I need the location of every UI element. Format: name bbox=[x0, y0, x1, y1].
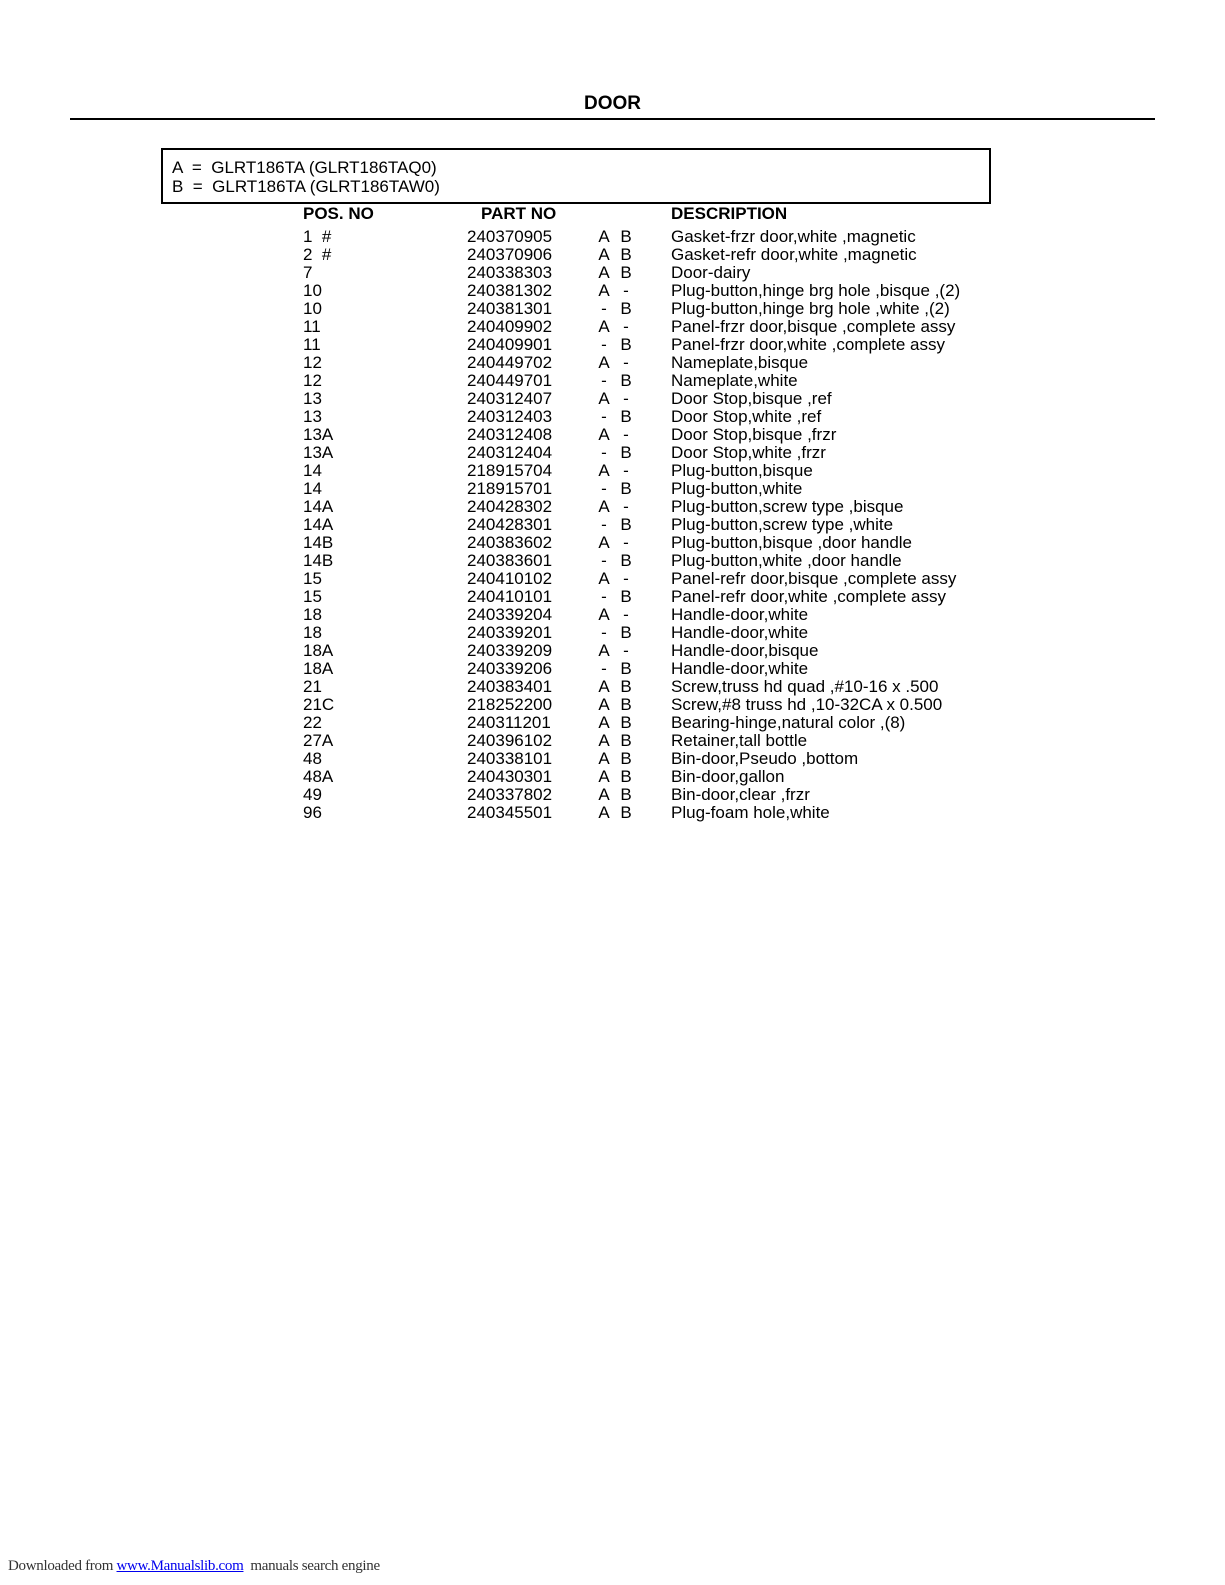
model-b-flag: B bbox=[620, 443, 632, 462]
model-b-flag: B bbox=[620, 515, 632, 534]
model-b-flag: - bbox=[623, 425, 629, 444]
part-number: 240312404 bbox=[467, 443, 553, 462]
model-a-flag: A bbox=[598, 767, 610, 786]
parts-list bbox=[0, 228, 1225, 822]
part-pos-no: 15 bbox=[303, 587, 322, 606]
part-description: Panel-refr door,white ,complete assy bbox=[671, 587, 946, 606]
part-description: Handle-door,white bbox=[671, 659, 809, 678]
model-a-flag: A bbox=[598, 281, 610, 300]
footer bbox=[8, 1557, 380, 1575]
model-a-flag: - bbox=[601, 407, 607, 426]
model-b-flag: B bbox=[620, 785, 632, 804]
part-row bbox=[0, 786, 1225, 804]
model-b-flag: B bbox=[620, 695, 632, 714]
model-b-flag: B bbox=[620, 371, 632, 390]
part-number: 218915704 bbox=[467, 461, 553, 480]
part-number: 240449701 bbox=[467, 371, 553, 390]
model-a-flag: - bbox=[601, 515, 607, 534]
model-a-flag: A bbox=[598, 713, 610, 732]
part-number: 240370906 bbox=[467, 245, 553, 264]
part-number: 240312403 bbox=[467, 407, 553, 426]
model-a-flag: A bbox=[598, 245, 610, 264]
part-description: Plug-foam hole,white bbox=[671, 803, 830, 822]
legend-line-a: A = GLRT186TA (GLRT186TAQ0) bbox=[172, 158, 437, 177]
part-row bbox=[0, 624, 1225, 642]
part-number: 240428301 bbox=[467, 515, 553, 534]
model-b-flag: - bbox=[623, 605, 629, 624]
model-b-flag: - bbox=[623, 569, 629, 588]
part-description: Plug-button,screw type ,bisque bbox=[671, 497, 904, 516]
part-number: 240381302 bbox=[467, 281, 553, 300]
part-row bbox=[0, 426, 1225, 444]
part-number: 240428302 bbox=[467, 497, 553, 516]
model-b-flag: B bbox=[620, 713, 632, 732]
model-a-flag: - bbox=[601, 443, 607, 462]
model-b-flag: B bbox=[620, 659, 632, 678]
part-description: Plug-button,bisque ,door handle bbox=[671, 533, 913, 552]
legend-line-b: B = GLRT186TA (GLRT186TAW0) bbox=[172, 177, 440, 196]
part-description: Door Stop,bisque ,frzr bbox=[671, 425, 837, 444]
model-b-flag: B bbox=[620, 749, 632, 768]
part-description: Screw,#8 truss hd ,10-32CA x 0.500 bbox=[671, 695, 943, 714]
part-description: Nameplate,white bbox=[671, 371, 798, 390]
part-pos-no: 14A bbox=[303, 497, 334, 516]
part-number: 240410101 bbox=[467, 587, 553, 606]
model-b-flag: B bbox=[620, 407, 632, 426]
part-pos-no: 10 bbox=[303, 281, 322, 300]
model-b-flag: B bbox=[620, 731, 632, 750]
part-number: 240430301 bbox=[467, 767, 553, 786]
part-row bbox=[0, 642, 1225, 660]
model-b-flag: B bbox=[620, 623, 632, 642]
model-b-flag: B bbox=[620, 479, 632, 498]
model-a-flag: A bbox=[598, 227, 610, 246]
part-number: 240410102 bbox=[467, 569, 553, 588]
model-a-flag: A bbox=[598, 569, 610, 588]
part-description: Panel-frzr door,white ,complete assy bbox=[671, 335, 946, 354]
part-row bbox=[0, 588, 1225, 606]
part-description: Door Stop,white ,frzr bbox=[671, 443, 826, 462]
part-number: 240396102 bbox=[467, 731, 553, 750]
part-pos-no: 21 bbox=[303, 677, 322, 696]
model-legend-box bbox=[161, 148, 991, 204]
manualslib-link[interactable]: www.Manualslib.com bbox=[116, 1558, 244, 1574]
part-description: Plug-button,bisque bbox=[671, 461, 813, 480]
model-a-flag: A bbox=[598, 785, 610, 804]
part-row bbox=[0, 516, 1225, 534]
model-a-flag: A bbox=[598, 803, 610, 822]
model-b-flag: - bbox=[623, 317, 629, 336]
model-b-flag: - bbox=[623, 533, 629, 552]
model-a-flag: - bbox=[601, 623, 607, 642]
part-pos-no: 21C bbox=[303, 695, 335, 714]
model-a-flag: A bbox=[598, 533, 610, 552]
part-pos-no: 14 bbox=[303, 479, 322, 498]
model-b-flag: - bbox=[623, 461, 629, 480]
model-b-flag: - bbox=[623, 281, 629, 300]
part-row bbox=[0, 552, 1225, 570]
part-row bbox=[0, 246, 1225, 264]
part-number: 240339209 bbox=[467, 641, 553, 660]
model-a-flag: A bbox=[598, 497, 610, 516]
part-description: Plug-button,hinge brg hole ,white ,(2) bbox=[671, 299, 950, 318]
model-b-flag: B bbox=[620, 335, 632, 354]
part-number: 240383401 bbox=[467, 677, 553, 696]
part-row bbox=[0, 678, 1225, 696]
model-a-flag: A bbox=[598, 317, 610, 336]
model-a-flag: - bbox=[601, 479, 607, 498]
part-description: Bearing-hinge,natural color ,(8) bbox=[671, 713, 906, 732]
part-pos-no: 14A bbox=[303, 515, 334, 534]
part-pos-no: 49 bbox=[303, 785, 322, 804]
part-row bbox=[0, 498, 1225, 516]
part-row bbox=[0, 462, 1225, 480]
part-description: Door Stop,bisque ,ref bbox=[671, 389, 832, 408]
part-number: 240312407 bbox=[467, 389, 553, 408]
part-pos-no: 12 bbox=[303, 371, 322, 390]
model-b-flag: - bbox=[623, 389, 629, 408]
part-number: 218252200 bbox=[467, 695, 553, 714]
part-number: 240311201 bbox=[467, 713, 551, 732]
page-title: DOOR bbox=[584, 93, 641, 114]
part-number: 240339206 bbox=[467, 659, 553, 678]
model-a-flag: A bbox=[598, 605, 610, 624]
part-pos-no: 12 bbox=[303, 353, 322, 372]
part-description: Gasket-refr door,white ,magnetic bbox=[671, 245, 917, 264]
part-pos-no: 18A bbox=[303, 641, 334, 660]
part-description: Bin-door,Pseudo ,bottom bbox=[671, 749, 859, 768]
part-row bbox=[0, 228, 1225, 246]
part-row bbox=[0, 804, 1225, 822]
model-a-flag: A bbox=[598, 677, 610, 696]
model-b-flag: B bbox=[620, 263, 632, 282]
part-number: 240337802 bbox=[467, 785, 553, 804]
model-a-flag: - bbox=[601, 551, 607, 570]
footer-suffix: manuals search engine bbox=[243, 1558, 380, 1574]
model-a-flag: - bbox=[601, 659, 607, 678]
part-description: Gasket-frzr door,white ,magnetic bbox=[671, 227, 916, 246]
part-pos-no: 15 bbox=[303, 569, 322, 588]
footer-prefix: Downloaded from bbox=[8, 1558, 117, 1574]
part-description: Screw,truss hd quad ,#10-16 x .500 bbox=[671, 677, 939, 696]
header-description: DESCRIPTION bbox=[671, 204, 788, 223]
part-row bbox=[0, 264, 1225, 282]
model-a-flag: A bbox=[598, 731, 610, 750]
part-pos-no: 48A bbox=[303, 767, 334, 786]
part-description: Plug-button,white ,door handle bbox=[671, 551, 902, 570]
part-pos-no: 14B bbox=[303, 533, 334, 552]
part-pos-no: 13A bbox=[303, 443, 334, 462]
part-description: Nameplate,bisque bbox=[671, 353, 809, 372]
part-row bbox=[0, 768, 1225, 786]
part-pos-no: 11 bbox=[303, 317, 321, 336]
part-row bbox=[0, 408, 1225, 426]
part-description: Plug-button,hinge brg hole ,bisque ,(2) bbox=[671, 281, 961, 300]
model-a-flag: A bbox=[598, 461, 610, 480]
model-b-flag: B bbox=[620, 551, 632, 570]
model-a-flag: A bbox=[598, 695, 610, 714]
header-part-no: PART NO bbox=[481, 204, 557, 223]
part-pos-no: 13 bbox=[303, 389, 322, 408]
part-row bbox=[0, 732, 1225, 750]
part-pos-no: 96 bbox=[303, 803, 322, 822]
part-row bbox=[0, 300, 1225, 318]
part-pos-no: 13 bbox=[303, 407, 322, 426]
model-b-flag: B bbox=[620, 767, 632, 786]
part-number: 240381301 bbox=[467, 299, 553, 318]
part-row bbox=[0, 336, 1225, 354]
part-number: 240345501 bbox=[467, 803, 553, 822]
part-description: Handle-door,white bbox=[671, 605, 809, 624]
part-description: Retainer,tall bottle bbox=[671, 731, 808, 750]
part-row bbox=[0, 570, 1225, 588]
model-b-flag: - bbox=[623, 497, 629, 516]
model-b-flag: - bbox=[623, 353, 629, 372]
part-number: 240338101 bbox=[467, 749, 553, 768]
model-a-flag: A bbox=[598, 749, 610, 768]
model-a-flag: - bbox=[601, 335, 607, 354]
model-a-flag: A bbox=[598, 425, 610, 444]
part-description: Bin-door,gallon bbox=[671, 767, 785, 786]
part-number: 240339201 bbox=[467, 623, 553, 642]
part-pos-no: 2 # bbox=[303, 245, 332, 264]
header-pos-no: POS. NO bbox=[303, 204, 374, 223]
part-row bbox=[0, 282, 1225, 300]
model-a-flag: A bbox=[598, 389, 610, 408]
part-pos-no: 13A bbox=[303, 425, 334, 444]
part-row bbox=[0, 390, 1225, 408]
part-number: 240339204 bbox=[467, 605, 553, 624]
model-b-flag: B bbox=[620, 299, 632, 318]
part-number: 240338303 bbox=[467, 263, 553, 282]
part-row bbox=[0, 318, 1225, 336]
part-row bbox=[0, 444, 1225, 462]
part-number: 240409901 bbox=[467, 335, 553, 354]
part-pos-no: 14 bbox=[303, 461, 322, 480]
part-number: 240449702 bbox=[467, 353, 553, 372]
part-number: 218915701 bbox=[467, 479, 553, 498]
part-pos-no: 11 bbox=[303, 335, 321, 354]
part-number: 240312408 bbox=[467, 425, 553, 444]
part-number: 240383602 bbox=[467, 533, 553, 552]
model-a-flag: A bbox=[598, 263, 610, 282]
part-pos-no: 14B bbox=[303, 551, 334, 570]
part-row bbox=[0, 354, 1225, 372]
part-pos-no: 27A bbox=[303, 731, 334, 750]
part-pos-no: 48 bbox=[303, 749, 322, 768]
model-b-flag: B bbox=[620, 803, 632, 822]
part-pos-no: 18 bbox=[303, 623, 322, 642]
part-row bbox=[0, 534, 1225, 552]
part-pos-no: 10 bbox=[303, 299, 322, 318]
part-row bbox=[0, 696, 1225, 714]
part-row bbox=[0, 480, 1225, 498]
part-pos-no: 7 bbox=[303, 263, 313, 282]
part-description: Panel-frzr door,bisque ,complete assy bbox=[671, 317, 956, 336]
part-row bbox=[0, 372, 1225, 390]
part-description: Handle-door,white bbox=[671, 623, 809, 642]
part-description: Handle-door,bisque bbox=[671, 641, 819, 660]
model-a-flag: - bbox=[601, 371, 607, 390]
model-b-flag: B bbox=[620, 677, 632, 696]
part-description: Panel-refr door,bisque ,complete assy bbox=[671, 569, 957, 588]
part-row bbox=[0, 714, 1225, 732]
part-pos-no: 22 bbox=[303, 713, 322, 732]
part-description: Plug-button,white bbox=[671, 479, 803, 498]
model-b-flag: - bbox=[623, 641, 629, 660]
title-divider bbox=[70, 118, 1155, 120]
part-number: 240370905 bbox=[467, 227, 553, 246]
model-a-flag: - bbox=[601, 587, 607, 606]
part-row bbox=[0, 750, 1225, 768]
part-description: Door-dairy bbox=[671, 263, 751, 282]
model-a-flag: A bbox=[598, 641, 610, 660]
model-a-flag: - bbox=[601, 299, 607, 318]
part-pos-no: 18A bbox=[303, 659, 334, 678]
part-description: Bin-door,clear ,frzr bbox=[671, 785, 810, 804]
model-b-flag: B bbox=[620, 587, 632, 606]
part-row bbox=[0, 660, 1225, 678]
part-pos-no: 1 # bbox=[303, 227, 332, 246]
part-number: 240383601 bbox=[467, 551, 553, 570]
model-b-flag: B bbox=[620, 227, 632, 246]
part-row bbox=[0, 606, 1225, 624]
part-description: Door Stop,white ,ref bbox=[671, 407, 822, 426]
part-description: Plug-button,screw type ,white bbox=[671, 515, 894, 534]
part-number: 240409902 bbox=[467, 317, 553, 336]
model-a-flag: A bbox=[598, 353, 610, 372]
model-b-flag: B bbox=[620, 245, 632, 264]
part-pos-no: 18 bbox=[303, 605, 322, 624]
